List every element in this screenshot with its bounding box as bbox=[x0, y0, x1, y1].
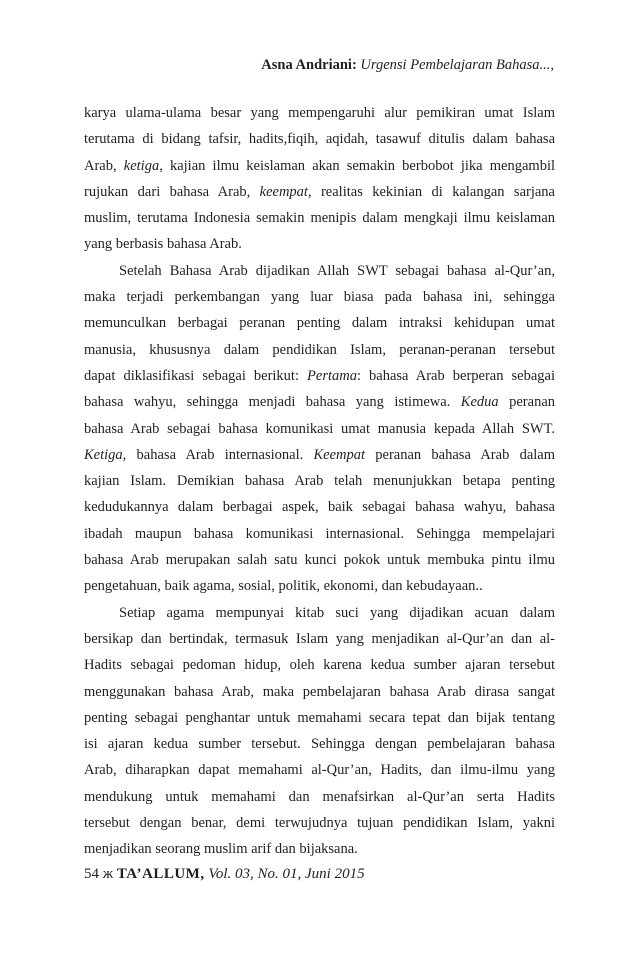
paragraph-3-line: Setiap agama mempunyai kitab suci yang dijadikan acuan dalam bbox=[119, 604, 555, 621]
journal-name: TA’ALLUM, bbox=[116, 866, 205, 882]
paragraph-3-line: menjadikan seorang muslim arif dan bijaksana. bbox=[84, 841, 358, 858]
paragraph-2-line: bahasa Arab merupakan salah satu kunci pokok untuk membuka pintu ilmu bbox=[84, 552, 555, 569]
paragraph-1-line: muslim, terutama Indonesia semakin menipis dalam mengkaji ilmu keislaman bbox=[84, 210, 555, 227]
paragraph-3-line: penting sebagai penghantar untuk memahami secara tepat dan bijak tentang bbox=[84, 709, 555, 726]
page-number: 54 bbox=[84, 866, 99, 882]
header-title: Urgensi Pembelajaran Bahasa..., bbox=[360, 57, 554, 73]
paragraph-3-line: isi ajaran kedua sumber tersebut. Sehingga dengan pembelajaran bahasa bbox=[84, 736, 555, 753]
paragraph-1-line: karya ulama-ulama besar yang mempengaruhi alur pemikiran umat Islam bbox=[84, 105, 555, 121]
paragraph-2-line: ibadah maupun bahasa komunikasi internasional. Sehingga mempelajari bbox=[84, 525, 555, 542]
paragraph-2-line: pengetahuan, baik agama, sosial, politik, ekonomi, dan kebudayaan.. bbox=[84, 578, 483, 595]
running-header bbox=[261, 57, 554, 74]
footer-separator-icon: ж bbox=[102, 866, 114, 882]
paragraph-3-line: bersikap dan bertindak, termasuk Islam yang menjadikan al-Qur’an dan al- bbox=[84, 630, 555, 647]
paragraph-1-line: yang berbasis bahasa Arab. bbox=[84, 236, 242, 253]
body-text bbox=[84, 100, 555, 863]
paragraph-2-line: Setelah Bahasa Arab dijadikan Allah SWT sebagai bahasa al-Qur’an, bbox=[119, 262, 555, 279]
paragraph-3-line: tersebut dengan benar, demi terwujudnya tujuan pendidikan Islam, yakni bbox=[84, 815, 555, 832]
paragraph-3-line: Hadits sebagai pedoman hidup, oleh karena kedua sumber ajaran tersebut bbox=[84, 657, 555, 674]
paragraph-2-line: manusia, khususnya dalam pendidikan Islam, peranan-peranan tersebut bbox=[84, 341, 555, 358]
paragraph-2-line: kedudukannya dalam berbagai aspek, baik sebagai bahasa wahyu, bahasa bbox=[84, 499, 555, 516]
paragraph-2-line: Ketiga, bahasa Arab internasional. Keempat peranan bahasa Arab dalam bbox=[84, 446, 556, 463]
paragraph-2-line: memunculkan berbagai peranan penting dalam intraksi kehidupan umat bbox=[84, 315, 555, 332]
page-footer bbox=[84, 866, 365, 883]
paragraph-2-line: dapat diklasifikasi sebagai berikut: Pertama: bahasa Arab berperan sebagai bbox=[84, 367, 555, 384]
paragraph-2-line: bahasa wahyu, sehingga menjadi bahasa yang istimewa. Kedua peranan bbox=[84, 394, 555, 411]
paragraph-2-line: bahasa Arab sebagai bahasa komunikasi umat manusia kepada Allah SWT. bbox=[84, 420, 555, 437]
paragraph-3-line: menggunakan bahasa Arab, maka pembelajaran bahasa Arab dirasa sangat bbox=[84, 683, 555, 700]
paragraph-1-line: rujukan dari bahasa Arab, keempat, realitas kekinian di kalangan sarjana bbox=[84, 183, 555, 200]
paragraph-1-line: Arab, ketiga, kajian ilmu keislaman akan semakin berbobot jika mengambil bbox=[84, 157, 555, 174]
header-author: Asna Andriani: bbox=[261, 57, 357, 73]
paragraph-1-line: terutama di bidang tafsir, hadits,fiqih, aqidah, tasawuf ditulis dalam bahasa bbox=[84, 131, 555, 148]
paragraph-2-line: kajian Islam. Demikian bahasa Arab telah menunjukkan betapa penting bbox=[84, 473, 555, 490]
paragraph-3-line: Arab, diharapkan dapat memahami al-Qur’an, Hadits, dan ilmu-ilmu yang bbox=[84, 762, 555, 779]
paragraph-3-line: mendukung untuk memahami dan menafsirkan al-Qur’an serta Hadits bbox=[84, 788, 555, 805]
journal-issue: Vol. 03, No. 01, Juni 2015 bbox=[208, 866, 365, 882]
paragraph-2-line: maka terjadi perkembangan yang luar biasa pada bahasa ini, sehingga bbox=[84, 289, 555, 306]
